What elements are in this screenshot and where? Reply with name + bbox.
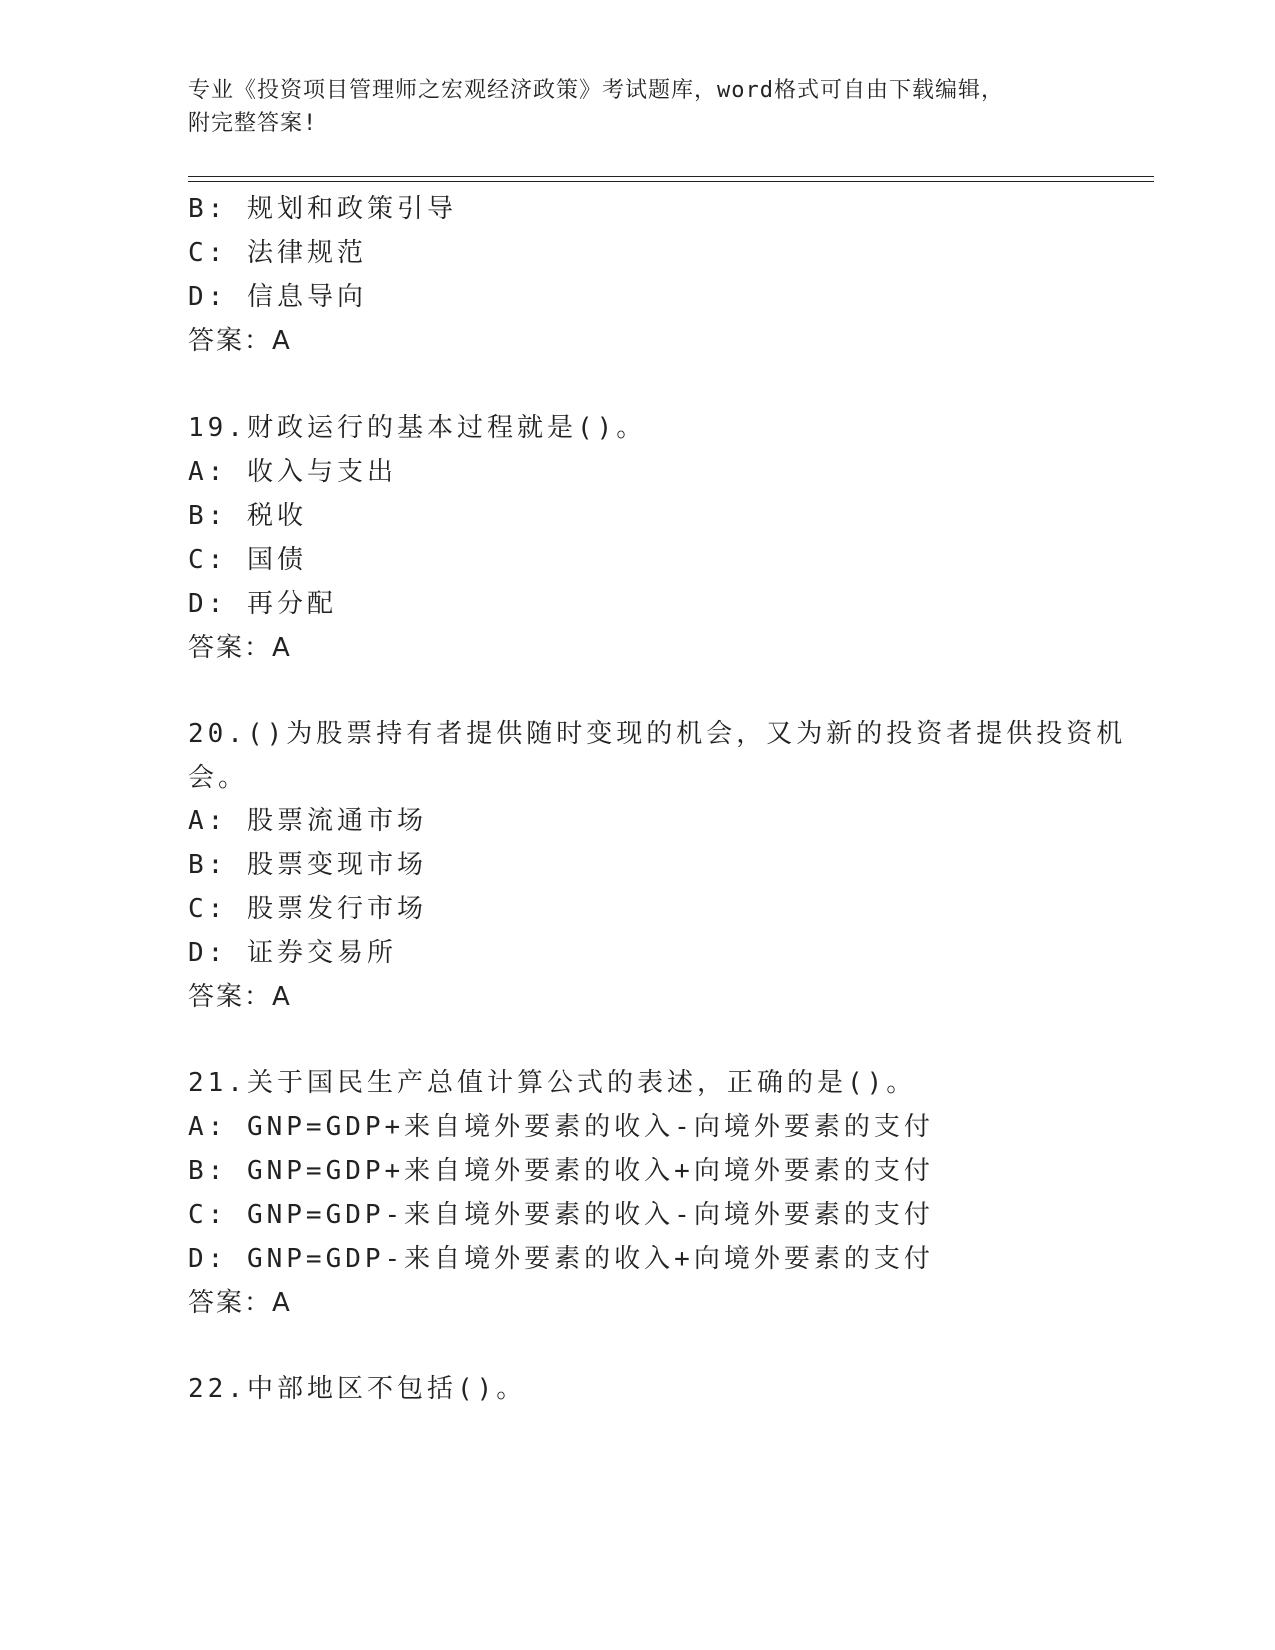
q21-option-a: A: GNP=GDP+来自境外要素的收入-向境外要素的支付	[188, 1112, 934, 1142]
q20-question-line-2: 会。	[188, 763, 249, 793]
q21-option-d: D: GNP=GDP-来自境外要素的收入+向境外要素的支付	[188, 1244, 934, 1274]
q19-answer: 答案：A	[188, 633, 292, 663]
q20-option-b: B: 股票变现市场	[188, 850, 427, 880]
q21-question: 21.关于国民生产总值计算公式的表述，正确的是()。	[188, 1068, 917, 1098]
q19-option-d: D: 再分配	[188, 589, 337, 619]
q19-question: 19.财政运行的基本过程就是()。	[188, 413, 647, 443]
q18-answer: 答案：A	[188, 326, 292, 356]
q18-option-c: C: 法律规范	[188, 238, 367, 268]
q19-option-c: C: 国债	[188, 545, 307, 575]
header-divider-top	[188, 176, 1154, 177]
q20-option-c: C: 股票发行市场	[188, 894, 427, 924]
header-line-1: 专业《投资项目管理师之宏观经济政策》考试题库，word格式可自由下载编辑，	[188, 78, 1004, 103]
q19-option-b: B: 税收	[188, 501, 307, 531]
q19-option-a: A: 收入与支出	[188, 457, 397, 487]
q21-option-c: C: GNP=GDP-来自境外要素的收入-向境外要素的支付	[188, 1200, 934, 1230]
q20-option-d: D: 证券交易所	[188, 938, 397, 968]
document-header	[188, 74, 1088, 140]
q20-option-a: A: 股票流通市场	[188, 806, 427, 836]
header-line-2: 附完整答案!	[188, 111, 318, 136]
q18-option-b: B: 规划和政策引导	[188, 194, 457, 224]
q20-question-line-1: 20.()为股票持有者提供随时变现的机会，又为新的投资者提供投资机	[188, 719, 1127, 749]
q22-question: 22.中部地区不包括()。	[188, 1374, 527, 1404]
q18-option-d: D: 信息导向	[188, 282, 367, 312]
q21-option-b: B: GNP=GDP+来自境外要素的收入+向境外要素的支付	[188, 1156, 934, 1186]
q21-answer: 答案：A	[188, 1288, 292, 1318]
header-divider-bottom	[188, 181, 1154, 182]
q20-answer: 答案：A	[188, 982, 292, 1012]
